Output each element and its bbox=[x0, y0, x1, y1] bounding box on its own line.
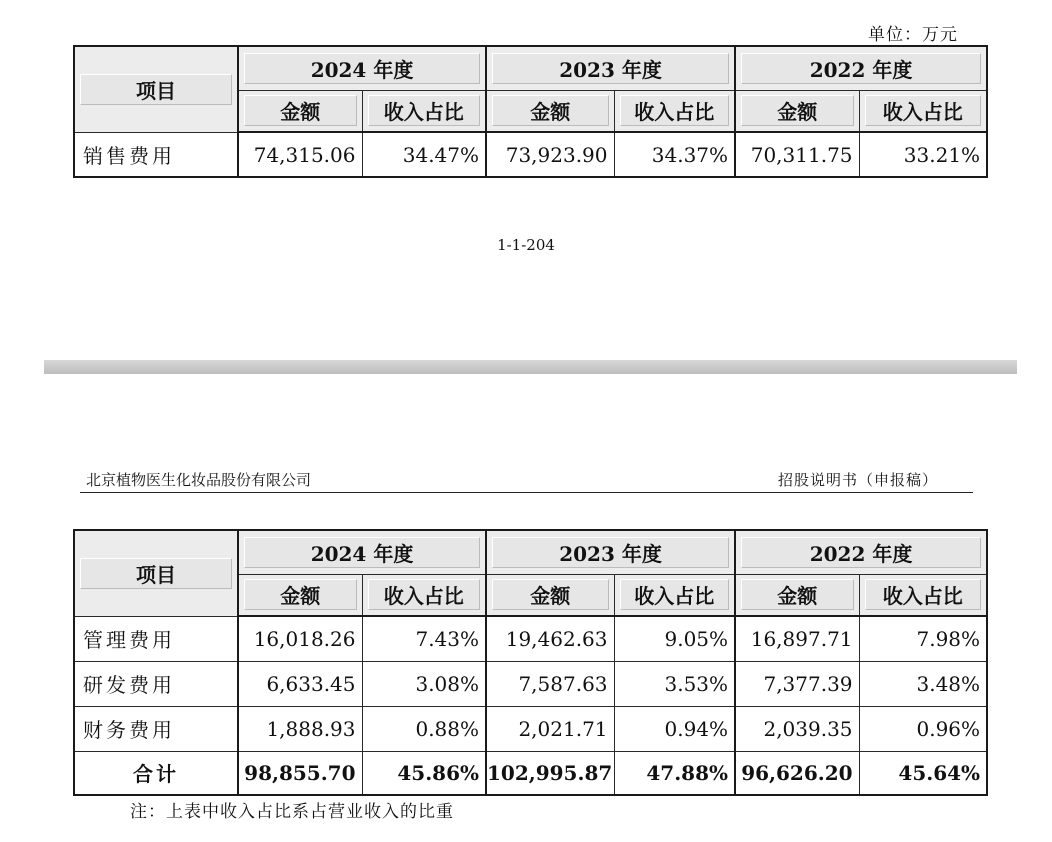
column-header-ratio: 收入占比 bbox=[859, 90, 987, 132]
cell-ratio: 0.96% bbox=[859, 706, 987, 751]
row-label: 销售费用 bbox=[74, 132, 238, 177]
column-header-year-2023: 2023 年度 bbox=[486, 530, 735, 574]
cell-amount: 96,626.20 bbox=[735, 751, 859, 795]
column-header-amount: 金额 bbox=[486, 574, 614, 616]
document-type: 招股说明书（申报稿） bbox=[778, 471, 939, 489]
cell-amount: 7,377.39 bbox=[735, 661, 859, 706]
cell-amount: 70,311.75 bbox=[735, 132, 859, 177]
column-header-year-2023: 2023 年度 bbox=[486, 46, 735, 90]
total-label: 合计 bbox=[74, 751, 238, 795]
row-label: 财务费用 bbox=[74, 706, 238, 751]
cell-ratio: 7.43% bbox=[362, 616, 486, 661]
column-header-ratio: 收入占比 bbox=[614, 574, 735, 616]
cell-amount: 74,315.06 bbox=[238, 132, 362, 177]
cell-amount: 98,855.70 bbox=[238, 751, 362, 795]
column-header-ratio: 收入占比 bbox=[362, 574, 486, 616]
cell-ratio: 34.37% bbox=[614, 132, 735, 177]
cell-amount: 2,021.71 bbox=[486, 706, 614, 751]
cell-amount: 1,888.93 bbox=[238, 706, 362, 751]
cell-amount: 73,923.90 bbox=[486, 132, 614, 177]
unit-label: 单位：万元 bbox=[868, 25, 958, 45]
cell-amount: 6,633.45 bbox=[238, 661, 362, 706]
company-name: 北京植物医生化妆品股份有限公司 bbox=[86, 471, 312, 489]
column-header-item: 项目 bbox=[74, 46, 238, 132]
column-header-amount: 金额 bbox=[735, 90, 859, 132]
column-header-year-2022: 2022 年度 bbox=[735, 530, 987, 574]
column-header-amount: 金额 bbox=[486, 90, 614, 132]
column-header-year-2022: 2022 年度 bbox=[735, 46, 987, 90]
cell-amount: 2,039.35 bbox=[735, 706, 859, 751]
expense-table-sales bbox=[73, 45, 988, 178]
column-header-ratio: 收入占比 bbox=[859, 574, 987, 616]
column-header-year-2024: 2024 年度 bbox=[238, 46, 486, 90]
table-row bbox=[74, 616, 987, 661]
cell-ratio: 3.48% bbox=[859, 661, 987, 706]
table-footnote: 注：上表中收入占比系占营业收入的比重 bbox=[130, 802, 454, 822]
cell-ratio: 45.64% bbox=[859, 751, 987, 795]
column-header-ratio: 收入占比 bbox=[362, 90, 486, 132]
cell-amount: 19,462.63 bbox=[486, 616, 614, 661]
column-header-amount: 金额 bbox=[238, 90, 362, 132]
column-header-amount: 金额 bbox=[735, 574, 859, 616]
expense-table-other bbox=[73, 529, 988, 796]
total-row bbox=[74, 751, 987, 795]
cell-amount: 7,587.63 bbox=[486, 661, 614, 706]
cell-ratio: 0.88% bbox=[362, 706, 486, 751]
column-header-ratio: 收入占比 bbox=[614, 90, 735, 132]
cell-ratio: 3.08% bbox=[362, 661, 486, 706]
row-label: 管理费用 bbox=[74, 616, 238, 661]
table-row bbox=[74, 706, 987, 751]
cell-ratio: 33.21% bbox=[859, 132, 987, 177]
column-header-year-2024: 2024 年度 bbox=[238, 530, 486, 574]
column-header-item: 项目 bbox=[74, 530, 238, 616]
cell-ratio: 0.94% bbox=[614, 706, 735, 751]
cell-ratio: 9.05% bbox=[614, 616, 735, 661]
cell-amount: 102,995.87 bbox=[486, 751, 614, 795]
cell-ratio: 3.53% bbox=[614, 661, 735, 706]
cell-ratio: 47.88% bbox=[614, 751, 735, 795]
cell-ratio: 7.98% bbox=[859, 616, 987, 661]
column-header-amount: 金额 bbox=[238, 574, 362, 616]
page-separator bbox=[44, 360, 1017, 374]
cell-amount: 16,897.71 bbox=[735, 616, 859, 661]
table-row bbox=[74, 661, 987, 706]
cell-ratio: 45.86% bbox=[362, 751, 486, 795]
row-label: 研发费用 bbox=[74, 661, 238, 706]
cell-amount: 16,018.26 bbox=[238, 616, 362, 661]
cell-ratio: 34.47% bbox=[362, 132, 486, 177]
page-number: 1-1-204 bbox=[497, 236, 555, 254]
table-row bbox=[74, 132, 987, 177]
header-divider bbox=[80, 492, 973, 493]
